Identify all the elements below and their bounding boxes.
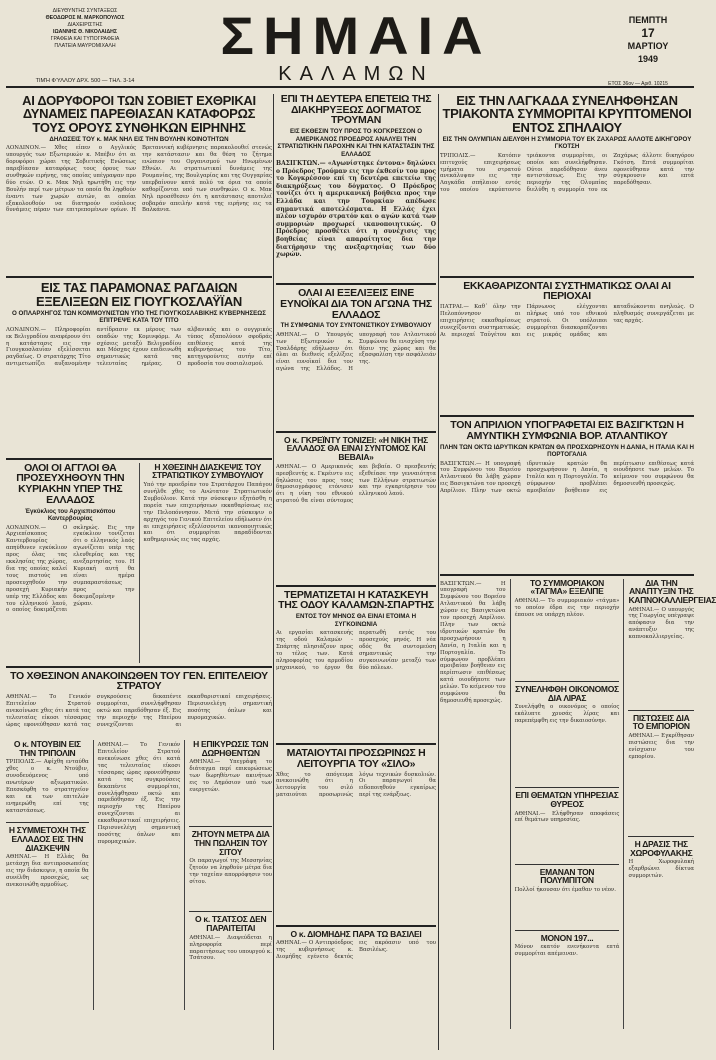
staff-line: ΔΙΕΥΘΥΝΤΗΣ ΣΥΝΤΑΞΕΩΣ (52, 8, 118, 14)
issue-number: ΕΤΟΣ 36ον — Αριθ. 10215 (608, 81, 668, 87)
staff-line: ΔΙΑΧΕΙΡΙΣΤΗΣ (67, 22, 103, 28)
article-body: ΑΘΗΝΑΙ.— Ο υπουργός της Γεωργίας υπέγραψε απόφασιν δια την ανάπτυξιν της καπνοκαλλιεργείας. (628, 606, 695, 641)
article-body: ΒΑΣΙΓΚΤΩΝ.— Η υπογραφή του Συμφώνου του Βορείου Ατλαντικού θα λάβη χώραν εις Βασιγκτώνα τον προσεχή Απρίλιον. Πλην των οκτώ ιδρυτικών κρατών θα προσχωρήσουν η Δανία, η Ιταλία και η Πορτογαλία. Το σύμφωνον προβλέπει αμοιβαίαν βοήθειαν εις περίπτωσιν επιθέσεως κατά οιουδήποτε των μελών. Το κείμενον του συμφώνου θα δημοσιευθή προσεχώς. (440, 460, 694, 495)
headline: Ο κ. ΔΙΟΜΗΔΗΣ ΠΑΡΑ ΤΩ ΒΑΣΙΛΕΙ (290, 928, 422, 939)
masthead-staff-block (10, 8, 160, 84)
headline: ΣΥΝΕΛΗΦΘΗ ΟΙΚΟΝΟΜΟΣ ΔΙΑ ΛΙΡΑΣ (515, 683, 619, 703)
divider (189, 911, 272, 912)
article-body: ΑΘΗΝΑΙ.— Υπεγράφη το διάταγμα περί επικυρώσεως των δωρηθέντων ακινήτων εις το Δημόσιον υπό των ευεργετών. (189, 759, 273, 794)
article-satellites (6, 94, 272, 273)
divider (139, 463, 140, 663)
divider (515, 930, 620, 931)
article-body: ΛΟΝΔΙΝΟΝ.— Χθες είπεν ο Αγγλικός υπουργός των Εξωτερικών κ. Μπέβιν ότι αι δορυφόροι χώραι της Σοβιετικής Ενώσεως παρεβίασαν καταφόρως τους όρους των συνθηκών ειρήνης, τας οποίας υπέγραψαν προ δύο ετών. Ο κ. Μακ Νηλ ηρωτήθη εις την Βουλήν περί των μέτρων τα οποία θα ληφθούν έναντι των χωρών αυτών, αι οποίαι εξακολουθούν να διατηρούν ενόπλους δυνάμεις πέραν των επιτρεπομένων ορίων. Η Βρεταννική κυβέρνησις παρακολουθεί στενώς την κατάστασιν και θα θέση το ζήτημα ενώπιον του Οργανισμού των Ηνωμένων Εθνών. Αι στρατιωτικαί δυνάμεις της Ρουμανίας, της Βουλγαρίας και της Ουγγαρίας υπερβαίνουν κατά πολύ τα όρια τα οποία καθορίζονται υπό των συνθηκών. Ο κ. Μακ Νηλ προσέθεσεν ότι η κατάστασις αποτελεί σοβαράν απειλήν κατά της ειρήνης εις τα Βαλκάνια. (6, 145, 272, 214)
column-right (440, 93, 716, 1050)
divider (276, 585, 436, 587)
article-body: Η Χωροφυλακή εξαρθρώνει δίκτυα συμμοριτών. (628, 859, 695, 879)
article-body: ΑΘΗΝΑΙ.— Η Ελλάς θα μετάσχη δια αντιπροσωπείας εις την διάσκεψιν, η οποία θα συνέλθη προσεχώς, ως ανεκοινώθη αρμοδίως. (6, 854, 89, 889)
headline: ΕΙΣ ΤΗΝ ΛΑΓΚΑΔΑ ΣΥΝΕΛΗΦΘΗΣΑΝ ΤΡΙΑΚΟΝΤΑ ΣΥΜΜΟΡΙΤΑΙ ΚΡΥΠΤΟΜΕΝΟΙ ΕΝΤΟΣ ΣΠΗΛΑΙΟΥ (442, 93, 692, 135)
divider (276, 431, 436, 433)
subheadline: ΕΝΤΟΣ ΤΟΥ ΜΗΝΟΣ ΘΑ ΕΙΝΑΙ ΕΤΟΙΜΑ Η ΣΥΓΚΟΙΝΩΝΙΑ (295, 613, 417, 628)
headline: Ο κ. ΓΚΡΕΪΝΤΥ ΤΟΝΙΖΕΙ: «Η ΝΙΚΗ ΤΗΣ ΕΛΛΑΔΟΣ ΘΑ ΕΙΝΑΙ ΣΥΝΤΟΜΟΣ ΚΑΙ ΒΕΒΑΙΑ» (284, 434, 428, 463)
row-block (6, 740, 272, 1010)
article-diomidis (276, 930, 436, 1021)
article-body: ΑΘΗΝΑΙ.— Το Γενικόν Επιτελείον Στρατού ανεκοίνωσε χθες ότι κατά τας τελευταίας είκοσι τέσσαρας ώρας εφονεύθησαν κατά τας συγκρούσεις δεκαπέντε συμμορίται, συνελήφθησαν οκτώ και παρεδόθησαν έξ. Εις την περιοχήν της Ηπείρου συνεχίζονται αι εκκαθαριστικαί επιχειρήσεις. Περισυνελέγη σημαντική ποσότης όπλων και πυρομαχικών. (97, 742, 181, 845)
headline: ΖΗΤΟΥΝ ΜΕΤΡΑ ΔΙΑ ΤΗΝ ΠΩΛΗΣΙΝ ΤΟΥ ΣΙΤΟΥ (191, 829, 270, 857)
divider (628, 710, 694, 711)
divider (184, 740, 185, 1010)
divider (628, 836, 694, 837)
newspaper-title: ΣΗΜΑΙΑ (220, 5, 492, 66)
headline: ΕΠΙ ΤΗ ΔΕΥΤΕΡΑ ΕΠΕΤΕΙΩ ΤΗΣ ΔΙΑΚΗΡΥΞΕΩΣ ΔΟΓΜΑΤΟΣ ΤΡΟΥΜΑΝ (280, 93, 432, 127)
headline: Ο κ. ΤΣΑΤΣΟΣ ΔΕΝ ΠΑΡΑΙΤΕΙΤΑΙ (195, 914, 267, 934)
article-body: ΠΑΤΡΑΙ.— Καθ᾽ όλην την Πελοπόννησον αι επιχειρήσεις εκκαθαρίσεως συνεχίζονται συστηματικώς. Αι περιοχαί Ταϋγέτου και Πάρνωνος ελέγχονται πλήρως υπό του εθνικού στρατού. Οι υπόλοιποι συμμορίται διασκορπίζονται εις μικράς ομάδας και καταδιώκονται ανηλεώς. Ο πληθυσμός συνεργάζεται με τας αρχάς. (440, 304, 694, 338)
staff-line: ΓΡΑΦΕΙΑ ΚΑΙ ΤΥΠΟΓΡΑΦΕΙΑ (50, 36, 120, 42)
divider (440, 574, 694, 576)
date-year: 1949 (637, 54, 659, 64)
divider (623, 579, 624, 1029)
headline: ΜΟΝΟΝ 197... (540, 932, 594, 943)
article-body: ΤΡΙΠΟΛΙΣ.— Αφίχθη ενταύθα χθες ο κ. Ντούβιν, συνοδευόμενος υπό ανωτέρων αξιωματικών. Επεσκέφθη το στρατηγείον και εκ των επιτελών ενημερώθη επί της καταστάσεως. (6, 759, 89, 814)
headline: ΤΟΝ ΑΠΡΙΛΙΟΝ ΥΠΟΓΡΑΦΕΤΑΙ ΕΙΣ ΒΑΣΙΓΚΤΩΝ Η ΑΜΥΝΤΙΚΗ ΣΥΜΦΩΝΙΑ ΒΟΡ. ΑΤΛΑΝΤΙΚΟΥ (450, 419, 684, 442)
article-developments (276, 288, 436, 428)
date-month: ΜΑΡΤΙΟΥ (627, 41, 669, 51)
headline: Ο κ. ΝΤΟΥΒΙΝ ΕΙΣ ΤΗΝ ΤΡΙΠΟΛΙΝ (13, 739, 81, 758)
article-body: ΒΑΣΙΓΚΤΩΝ.— Η υπογραφή του Συμφώνου του Βορείου Ατλαντικού θα λάβη χώραν εις Βασιγκτώνα τον προσεχή Απρίλιον. Πλην των οκτώ ιδρυτικών κρατών θα προσχωρήσουν η Δανία, η Ιταλία και η Πορτογαλία. Το σύμφωνον προβλέπει αμοιβαίαν βοήθειαν εις περίπτωσιν επιθέσεως κατά οιουδήποτε των μελών. Το κείμενον του συμφώνου θα δημοσιευθή προσεχώς. (440, 580, 506, 704)
article-body: ΤΡΙΠΟΛΙΣ.— Κατόπιν επιτυχούς επιχειρήσεως τμήματα του στρατού ανεκάλυψαν εις την Λαγκάδα σπήλαιον εντός του οποίου εκρύπτοντο τριάκοντα συμμορίται, οι οποίοι και συνελήφθησαν. Ούτοι παρεδόθησαν άνευ αντιστάσεως. Εις την περιοχήν της Ολυμπίας διελύθη η συμμορία του εκ Ζαχάρως άλλοτε δικηγόρου Γκότση. Επτά συμμορίται εφονεύθησαν κατά την σύγκρουσιν και επτά παρεδόθησαν. (440, 152, 694, 194)
sub-column (628, 577, 716, 1029)
headline: Η ΣΥΜΜΕΤΟΧΗ ΤΗΣ ΕΛΛΑΔΟΣ ΕΙΣ ΤΗΝ ΔΙΑΣΚΕΨΙΝ (8, 825, 86, 853)
subheadline: ΤΗ ΣΥΜΦΩΝΙΑ ΤΟΥ ΣΥΝΤΟΝΙΣΤΙΚΟΥ ΣΥΜΒΟΥΛΙΟΥ (280, 322, 432, 330)
headline: ΔΙΑ ΤΗΝ ΑΝΑΠΤΥΞΙΝ ΤΗΣ ΚΑΠΝΟΚΑΛΛΙΕΡΓΕΙΑΣ (628, 577, 716, 605)
sub-column (98, 740, 181, 1010)
article-body: Πολλοί ήκουσαν ότι έμαθαν το νέον. (514, 886, 616, 893)
divider (276, 925, 436, 927)
divider (189, 826, 272, 827)
article-prayers (6, 463, 135, 663)
article-body: ΒΑΣΙΓΚΤΩΝ.— «Αγωνίστηκε έντονα» δηλώνει ο Πρόεδρος Τρούμαν εις την έκθεσίν του προς το Κογκρέσσον επί τη δευτέρα επετείω της διακηρύξεως του δόγματος. Ο Πρόεδρος τονίζει ότι η αμερικανική βοήθεια προς την Ελλάδα και την Τουρκίαν απέδωσε σημαντικά αποτελέσματα. Η Ελλάς έχει πλέον ισχυρόν στρατόν και ο αγών κατά των συμμοριών προχωρεί ικανοποιητικώς. Ο Πρόεδρος προσθέτει ότι η συνέχισις της βοηθείας είναι απαραίτητος δια την διατήρησιν της ανεξαρτησίας των δύο χωρών. (276, 160, 436, 259)
staff-line: ΠΛΑΤΕΙΑ ΜΑΥΡΟΜΙΧΑΛΗ (54, 43, 116, 49)
headline: ΤΟ ΧΘΕΣΙΝΟΝ ΑΝΑΚΟΙΝΩΘΕΝ ΤΟΥ ΓΕΝ. ΕΠΙΤΕΛΕΙΟΥ ΣΤΡΑΤΟΥ (10, 669, 268, 693)
headline: ΠΙΣΤΩΣΕΙΣ ΔΙΑ ΤΟ ΕΜΠΟΡΙΟΝ (632, 712, 690, 732)
divider (440, 415, 694, 417)
column-middle (276, 94, 436, 1050)
divider (515, 681, 620, 682)
article-military-council (144, 463, 273, 663)
divider (6, 276, 272, 278)
column-divider (438, 94, 439, 1050)
headline: ΕΜΑΝΑΝ ΤΟΝ ΠΟΛΥΜΠΙΤΟΝ (539, 866, 595, 886)
article-body: ΛΟΝΔΙΝΟΝ.— Πληροφορίαι εκ Βελιγραδίου αναφέρουν ότι η κατάστασις εις την Γιουγκοσλαυΐαν εξελίσσεται ραγδαίως. Ο στρατάρχης Τίτο αντιμετωπίζει αυξανομένην αντίδρασιν εκ μέρους των οπαδών της Κομινφόρμ. Αι σχέσεις μεταξύ Βελιγραδίου και Μόσχας έχουν επιδεινωθή σημαντικώς κατά τας τελευταίας ημέρας. Ο αλβανικός και ο ουγγρικός τύπος εξαπολύουν σφοδράς επιθέσεις κατά της κυβερνήσεως του Τίτο, κατηγορούντες αυτήν επί προδοσία του σοσιαλισμού. (6, 326, 272, 368)
article-body: Συνελήφθη ο οικονόμος ο οποίος εκάλυπτε χρυσάς λίρας και παρεπέμφθη εις την δικαιοσύνην. (514, 704, 620, 724)
sub-column (515, 579, 620, 1029)
row-block (6, 463, 272, 663)
article-atlantic (440, 420, 694, 570)
headline: Η ΧΘΕΣΙΝΗ ΔΙΑΣΚΕΨΙΣ ΤΟΥ ΣΤΡΑΤΙΩΤΙΚΟΥ ΣΥΜΒΟΥΛΙΟΥ (152, 461, 264, 481)
article-general-staff (6, 671, 272, 738)
article-grady (276, 436, 436, 582)
article-body: ΛΟΝΔΙΝΟΝ.— Ο Αρχιεπίσκοπος Καντερβουρίας απηύθυνεν εγκύκλιον προς όλας τας εκκλησίας της χώρας, δια της οποίας καλεί τους πιστούς να προσευχηθούν την προσεχή Κυριακήν υπέρ της Ελλάδος και του ελληνικού λαού, ο οποίος δοκιμάζεται σκληρώς. Εις την εγκύκλιον τονίζεται ότι ο ελληνικός λαός αγωνίζεται υπέρ της ελευθερίας και της ανεξαρτησίας του. Η Κυριακή αυτή θα είναι ημέρα συμπαραστάσεως προς την δοκιμαζομένην χώραν. (6, 524, 135, 614)
article-body: Χθες το απόγευμα ανεκοινώθη ότι η λειτουργία του σιλό ματαιούται προσωρινώς λόγω τεχνικών δυσκολιών. Οι παραγωγοί θα ειδοποιηθούν εγκαίρως περί της ενάρξεως. (276, 771, 436, 799)
sub-column (440, 579, 506, 1029)
column-divider (273, 94, 274, 1050)
subheadline: ΔΗΛΩΣΕΙΣ ΤΟΥ κ. ΜΑΚ ΝΗΛ ΕΙΣ ΤΗΝ ΒΟΥΛΗΝ ΚΟΙΝΟΤΗΤΩΝ (49, 135, 229, 143)
date-day: ΠΕΜΠΤΗ (628, 15, 668, 25)
subheadline: Ο ΟΠΛΑΡΧΗΓΟΣ ΤΩΝ ΚΟΜΜΟΥΝΙΣΤΩΝ ΥΠΟ ΤΗΣ ΓΙΟΥΓΚΟΣΛΑΒΙΚΗΣ ΚΥΒΕΡΝΗΣΕΩΣ ΕΠΙΤΡΕΨΕ ΚΑΤΑ ΤΟΥ ΤΙΤΟ (12, 309, 266, 325)
headline: ΑΙ ΔΟΡΥΦΟΡΟΙ ΤΩΝ ΣΟΒΙΕΤ ΕΧΘΡΙΚΑΙ ΔΥΝΑΜΕΙΣ ΠΑΡΕΘΙΑΣΑΝ ΚΑΤΑΦΟΡΩΣ ΤΟΥΣ ΟΡΟΥΣ ΣΥΝΘΗΚΩΝ ΕΙΡΗΝΗΣ (22, 93, 256, 135)
sub-column (189, 740, 272, 1010)
article-body: ΑΘΗΝΑΙ.— Ο Υπουργός των Εξωτερικών κ. Τσαλδάρης εδήλωσεν ότι όλαι αι διεθνείς εξελίξεις είναι ευνοϊκαί δια τον αγώνα της Ελλάδος. Η υπογραφή του Ατλαντικού Συμφώνου θα ενισχύση την θέσιν της χώρας και θα εξασφαλίση την ασφάλειάν της. (276, 331, 436, 373)
staff-line: ΘΕΟΔΩΡΟΣ Μ. ΜΑΡΚΟΠΟΥΛΟΣ (45, 15, 125, 21)
divider (276, 283, 436, 285)
headline: ΤΕΡΜΑΤΙΖΕΤΑΙ Η ΚΑΤΑΣΚΕΥΗ ΤΗΣ ΟΔΟΥ ΚΑΛΑΜΩΝ-ΣΠΑΡΤΗΣ (278, 588, 434, 612)
article-lagkada (440, 94, 694, 273)
article-body: ΑΘΗΝΑΙ.— Εγκρίθησαν πιστώσεις δια την ενίσχυσιν του εμπορίου. (628, 732, 695, 760)
headline: ΟΛΑΙ ΑΙ ΕΞΕΛΙΞΕΙΣ ΕΙΝΕ ΕΥΝΟΪΚΑΙ ΔΙΑ ΤΟΝ ΑΓΩΝΑ ΤΗΣ ΕΛΛΑΔΟΣ (280, 287, 432, 321)
headline: Η ΕΠΙΚΥΡΩΣΙΣ ΤΩΝ ΔΩΡΗΘΕΝΤΩΝ (193, 739, 269, 758)
date-number: 17 (641, 26, 655, 40)
headline: ΟΛΟΙ ΟΙ ΑΓΓΛΟΙ ΘΑ ΠΡΟΣΕΥΧΗΘΟΥΝ ΤΗΝ ΚΥΡΙΑΚΗΝ ΥΠΕΡ ΤΗΣ ΕΛΛΑΔΟΣ (16, 461, 125, 506)
headline: ΕΙΣ ΤΑΣ ΠΑΡΑΜΟΝΑΣ ΡΑΓΔΑΙΩΝ ΕΞΕΛΙΞΕΩΝ ΕΙΣ ΓΙΟΥΓΚΟΣΛΑΫΪΑΝ (35, 280, 243, 309)
article-body: ΑΘΗΝΑΙ.— Ο Αμερικανός πρεσβευτής κ. Γκρέιντυ εις δηλώσεις του προς τους δημοσιογράφους ετόνισεν ότι η νίκη του εθνικού στρατού θα είναι σύντομος και βεβαία. Ο πρεσβευτής εξεθείασε την γενναιότητα των Ελλήνων στρατιωτών και την εγκαρτέρησιν του ελληνικού λαού. (276, 463, 436, 505)
article-body: Οι παραγωγοί της Μεσσηνίας ζητούν να ληφθούν μέτρα δια την ταχείαν απορρόφησιν του σίτου. (189, 858, 273, 886)
article-cleanup (440, 281, 694, 412)
divider (440, 276, 694, 278)
article-body: ΑΘΗΝΑΙ.— Το συμμοριακόν «τάγμα» το οποίον έδρα εις την περιοχήν έπαυσε να υπάρχη πλέον. (514, 597, 620, 618)
headline: ΕΠΙ ΘΕΜΑΤΩΝ ΥΠΗΡΕΣΙΑΣ ΘΥΡΕΟΣ (515, 790, 619, 809)
divider (515, 864, 620, 865)
column-left (6, 94, 272, 1050)
divider (6, 822, 89, 823)
headline: ΕΚΚΑΘΑΡΙΖΟΝΤΑΙ ΣΥΣΤΗΜΑΤΙΚΩΣ ΟΛΑΙ ΑΙ ΠΕΡΙΟΧΑΙ (463, 279, 671, 303)
newspaper-subtitle: ΚΑΛΑΜΩΝ (278, 63, 434, 85)
article-body: ΑΘΗΝΑΙ.— Διαψεύδεται η πληροφορία περί παραιτήσεως του υπουργού κ. Τσάτσου. (189, 934, 273, 962)
article-body: Μόνον εκατόν ενενήκοντα επτά συμμορίται απέμειναν. (514, 944, 620, 958)
subheadline: ΕΙΣ ΤΗΝ ΟΛΥΜΠΙΑΝ ΔΙΕΛΥΘΗ Η ΣΥΜΜΟΡΙΑ ΤΟΥ ΕΚ ΖΑΧΑΡΩΣ ΑΛΛΟΤΕ ΔΙΚΗΓΟΡΟΥ ΓΚΟΤΣΗ (442, 135, 692, 151)
staff-line: ΙΩΑΝΝΗΣ Θ. ΝΙΚΟΛΑΙΔΗΣ (53, 29, 117, 35)
article-body: Αι εργασίαι κατασκευής της οδού Καλαμών - Σπάρτης πλησιάζουν προς το τέλος των. Κατά πληροφορίας του αρμοδίου μηχανικού, το έργον θα περατωθή εντός του προσεχούς μηνός. Η νέα οδός θα συντομεύση σημαντικώς την συγκοινωνίαν μεταξύ των δύο πόλεων. (276, 630, 436, 671)
headline: ΤΟ ΣΥΜΜΟΡΙΑΚΟΝ «ΤΑΓΜΑ» ΕΞΕΛΙΠΕ (529, 577, 605, 597)
date-block (608, 14, 688, 87)
divider (6, 458, 272, 460)
divider (93, 740, 94, 1010)
headline: ΜΑΤΑΙΟΥΤΑΙ ΠΡΟΣΩΡΙΝΩΣ Η ΛΕΙΤΟΥΡΓΙΑ ΤΟΥ «ΣΙΛΟ» (286, 747, 426, 770)
price-line: ΤΙΜΉ ΦΎΛΛΟΥ ΔΡΧ. 500 — ΤΗΛ. 3-14 (35, 78, 135, 84)
subheadline: ΕΙΣ ΕΚΘΕΣΙΝ ΤΟΥ ΠΡΟΣ ΤΟ ΚΟΓΚΡΕΣΣΟΝ Ο ΑΜΕΡΙΚΑΝΟΣ ΠΡΟΕΔΡΟΣ ΑΝΑΛΥΕΙ ΤΗΝ ΣΤΡΑΤΙΩΤΙΚΗΝ ΠΑΡΟΧΗΝ ΚΑΙ ΤΗΝ ΚΑΤΑΣΤΑΣΙΝ ΤΗΣ ΕΛΛΑΔΟΣ (277, 128, 435, 158)
article-body: ΑΘΗΝΑΙ.— Το Γενικόν Επιτελείον Στρατού ανεκοίνωσε χθες ότι κατά τας τελευταίας είκοσι τέσσαρας ώρας εφονεύθησαν κατά τας συγκρούσεις δεκαπέντε συμμορίται, συνελήφθησαν οκτώ και παρεδόθησαν έξ. Εις την περιοχήν της Ηπείρου συνεχίζονται αι εκκαθαριστικαί επιχειρήσεις. Περισυνελέγη σημαντική ποσότης όπλων και πυρομαχικών. (6, 694, 272, 728)
masthead (6, 4, 694, 88)
divider (510, 579, 511, 1029)
article-body: ΑΘΗΝΑΙ.— Ο Αντιπρόεδρος της κυβερνήσεως κ. Διομήδης εγένετο δεκτός εις ακρόασιν υπό του Βασιλέως. (276, 940, 436, 960)
subheadline: Ἐγκύκλιος του Αρχιεπισκόπου Καντερβουρίας (25, 507, 116, 523)
headline: Η ΔΡΑΣΙΣ ΤΗΣ ΧΩΡΟΦΥΛΑΚΗΣ (630, 838, 693, 858)
article-truman (276, 94, 436, 280)
sub-column (6, 740, 89, 1010)
row-block (440, 577, 716, 1029)
article-body: ΑΘΗΝΑΙ.— Ελήφθησαν αποφάσεις επί θεμάτων υπηρεσίας. (514, 810, 620, 824)
divider (515, 787, 620, 788)
article-silo (276, 748, 436, 921)
article-yugoslavia (6, 281, 272, 455)
article-body: Υπό την προεδρίαν του Στρατάρχου Παπάγου συνήλθε χθες το Ανώτατον Στρατιωτικόν Συμβούλιον. Κατά την σύσκεψιν εξητάσθη η πορεία των επιχειρήσεων εκκαθαρίσεως εις την Πελοπόννησον. Μετά την σύσκεψιν ο αρχηγός του Γενικού Επιτελείου εδήλωσεν ότι αι επιχειρήσεις εξελίσσονται ικανοποιητικώς και ότι συμμορίται παραδίδονται καθημερινώς εις τας αρχάς. (143, 482, 272, 544)
divider (276, 743, 436, 745)
article-road (276, 590, 436, 740)
subheadline: ΠΛΗΝ ΤΩΝ ΟΚΤΩ ΙΔΡΥΤΙΚΩΝ ΚΡΑΤΩΝ ΘΑ ΠΡΟΣΧΩΡΗΣΟΥΝ Η ΔΑΝΙΑ, Η ΙΤΑΛΙΑ ΚΑΙ Η ΠΟΡΤΟΓΑΛΙΑ (440, 443, 694, 459)
